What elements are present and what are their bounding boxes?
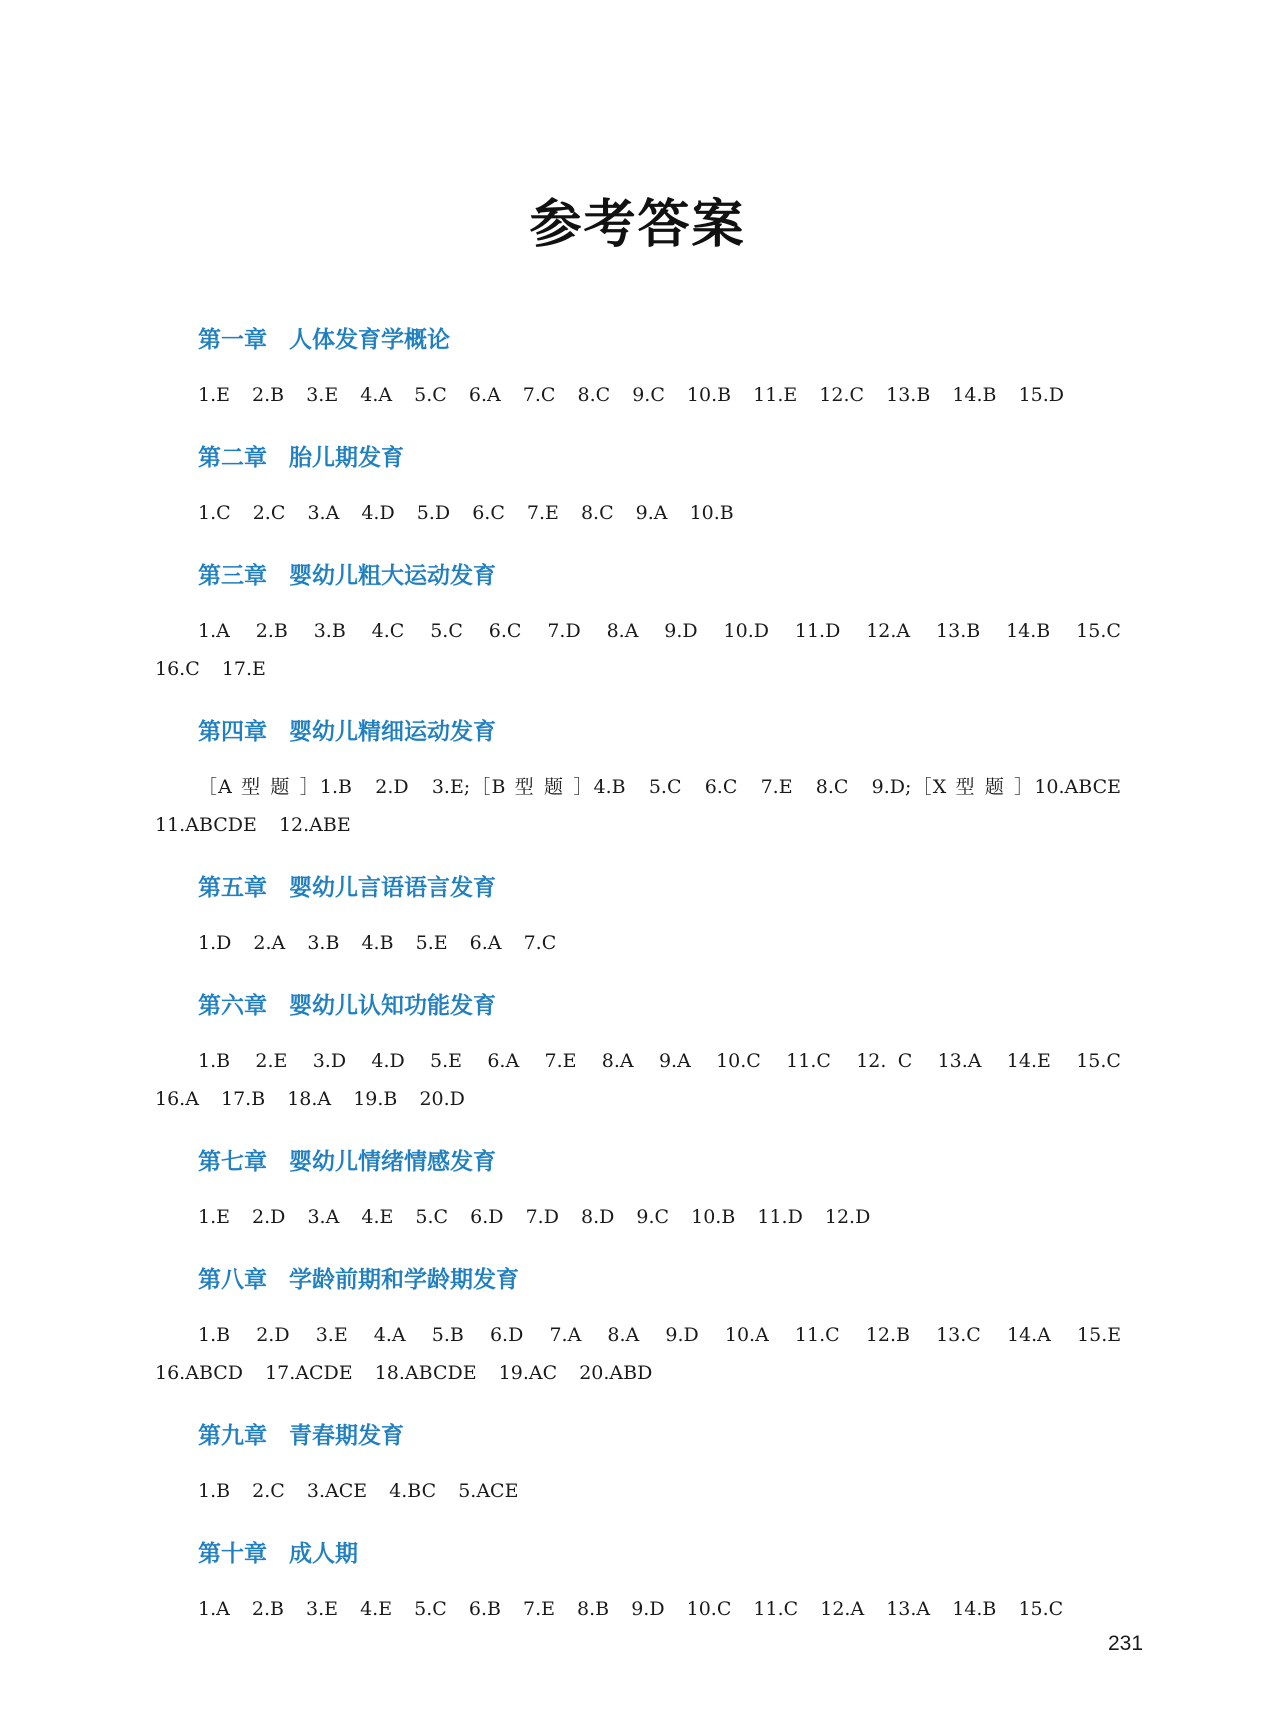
answer-item: 11.D	[757, 1206, 803, 1228]
answer-item: 13.A	[937, 1050, 982, 1072]
answer-item: 4.D	[361, 502, 395, 524]
answer-item: 7.D	[547, 620, 581, 642]
answer-item: 8.B	[577, 1598, 610, 1620]
answer-item: 17.B	[220, 1088, 266, 1110]
answer-item: 12.C	[819, 384, 865, 406]
chapter-section	[155, 710, 1135, 866]
chapter-number: 第六章	[198, 993, 267, 1019]
answer-item: 4.E	[360, 1598, 393, 1620]
answer-item: 7.E	[526, 502, 559, 524]
chapter-title: 婴幼儿情绪情感发育	[289, 1149, 496, 1175]
chapter-number: 第九章	[198, 1423, 267, 1449]
answer-item: 11.ABCDE	[155, 814, 257, 836]
answer-item: 9.D	[664, 620, 698, 642]
answer-item: 12.B	[865, 1324, 910, 1346]
answer-item: 7.C	[522, 384, 556, 406]
answer-item: 3.B	[307, 932, 340, 954]
answer-item: 6.C	[704, 776, 738, 798]
answer-item: 12.A	[866, 620, 911, 642]
answer-item: 7.D	[525, 1206, 559, 1228]
answer-item: 6.A	[487, 1050, 520, 1072]
answer-item: 9.C	[632, 384, 665, 406]
answer-item: 3.B	[313, 620, 346, 642]
chapter-title: 婴幼儿认知功能发育	[289, 993, 496, 1019]
chapter-heading	[155, 710, 1135, 754]
answer-list	[155, 1028, 1135, 1140]
chapter-title: 人体发育学概论	[289, 327, 450, 353]
answer-item: 5.C	[648, 776, 682, 798]
answer-list	[155, 598, 1135, 710]
chapter-heading	[155, 984, 1135, 1028]
answer-item: 7.A	[549, 1324, 582, 1346]
chapter-number: 第二章	[198, 445, 267, 471]
chapter-heading	[155, 318, 1135, 362]
answer-item: 2.E	[255, 1050, 288, 1072]
chapter-heading	[155, 1414, 1135, 1458]
answer-item: 11.E	[753, 384, 798, 406]
answer-item: 13.C	[936, 1324, 981, 1346]
chapter-title: 成人期	[289, 1541, 358, 1567]
answer-item: 7.E	[523, 1598, 555, 1620]
answer-item: 10.C	[716, 1050, 761, 1072]
answer-item: 15.C	[1018, 1598, 1064, 1620]
chapter-title: 胎儿期发育	[289, 445, 404, 471]
answer-item: ［A 型 题 ］1.B	[198, 776, 353, 798]
chapter-section	[155, 554, 1135, 710]
answer-item: 2.B	[251, 1598, 284, 1620]
answer-item: 6.D	[470, 1206, 504, 1228]
answer-item: 8.D	[580, 1206, 615, 1228]
chapter-number: 第十章	[198, 1541, 267, 1567]
answer-item: 3.A	[307, 502, 340, 524]
answer-item: 5.C	[430, 620, 463, 642]
answer-item: 15.C	[1076, 620, 1121, 642]
answer-item: 2.D	[375, 776, 409, 798]
answer-item: 12. C	[856, 1050, 913, 1072]
answer-item: 17.ACDE	[265, 1362, 353, 1384]
answer-item: 6.B	[468, 1598, 501, 1620]
chapter-number: 第五章	[198, 875, 267, 901]
chapter-heading	[155, 1140, 1135, 1184]
answer-item: 8.A	[606, 620, 639, 642]
answer-item: 17.E	[221, 658, 266, 680]
answer-item: 1.A	[198, 1598, 230, 1620]
answer-item: 10.C	[686, 1598, 732, 1620]
answer-item: 7.E	[544, 1050, 577, 1072]
answer-item: 5.C	[415, 1206, 449, 1228]
answer-item: 9.D	[631, 1598, 665, 1620]
chapter-number: 第八章	[198, 1267, 267, 1293]
page-title: 参考答案	[529, 195, 746, 255]
chapter-heading	[155, 1532, 1135, 1576]
chapter-section	[155, 1140, 1135, 1258]
chapter-heading	[155, 866, 1135, 910]
answer-item: 1.E	[198, 384, 230, 406]
answer-item: 10.B	[689, 502, 734, 524]
answer-list	[155, 362, 1135, 436]
answer-item: 8.C	[815, 776, 849, 798]
answer-item: 2.B	[252, 384, 285, 406]
answer-item: 8.A	[601, 1050, 634, 1072]
answer-item: 5.ACE	[458, 1480, 519, 1502]
answer-item: 12.D	[824, 1206, 871, 1228]
chapter-section	[155, 436, 1135, 554]
answer-item: 9.D;［X 型 题 ］10.ABCE	[871, 776, 1121, 798]
chapter-title: 婴幼儿言语语言发育	[289, 875, 496, 901]
answer-item: 7.E	[760, 776, 793, 798]
chapter-title: 婴幼儿精细运动发育	[289, 719, 496, 745]
answer-item: 1.D	[198, 932, 232, 954]
answer-item: 2.A	[253, 932, 286, 954]
answer-item: 4.E	[361, 1206, 394, 1228]
answer-item: 3.A	[307, 1206, 340, 1228]
answer-item: 2.C	[252, 502, 286, 524]
answer-item: 4.B	[361, 932, 394, 954]
answer-item: 18.A	[287, 1088, 332, 1110]
answer-item: 20.D	[419, 1088, 465, 1110]
answer-item: 14.A	[1006, 1324, 1051, 1346]
answer-item: 13.B	[886, 384, 931, 406]
answer-item: 16.C	[155, 658, 200, 680]
answer-item: 1.B	[198, 1050, 231, 1072]
answer-item: 8.C	[577, 384, 611, 406]
answer-item: 14.B	[1006, 620, 1051, 642]
answer-item: 5.E	[415, 932, 448, 954]
chapter-heading	[155, 436, 1135, 480]
chapter-section	[155, 318, 1135, 436]
chapter-section	[155, 1532, 1135, 1650]
answer-list	[155, 910, 1135, 984]
answer-item: 10.B	[691, 1206, 736, 1228]
answer-item: 8.A	[607, 1324, 640, 1346]
answer-item: 6.A	[469, 932, 502, 954]
answer-list	[155, 1458, 1135, 1532]
answer-item: 3.ACE	[306, 1480, 368, 1502]
chapter-number: 第四章	[198, 719, 267, 745]
answer-item: 4.C	[371, 620, 405, 642]
answer-item: 6.C	[472, 502, 505, 524]
answer-item: 9.D	[665, 1324, 699, 1346]
answer-item: 15.D	[1018, 384, 1065, 406]
chapter-title: 学龄前期和学龄期发育	[289, 1267, 519, 1293]
answer-item: 11.C	[794, 1324, 840, 1346]
answer-item: 9.C	[636, 1206, 670, 1228]
chapter-section	[155, 984, 1135, 1140]
answer-item: 6.A	[468, 384, 501, 406]
answer-item: 3.E	[306, 384, 339, 406]
answer-item: 19.AC	[498, 1362, 558, 1384]
answer-list	[155, 1184, 1135, 1258]
answer-item: 15.C	[1076, 1050, 1121, 1072]
answer-list	[155, 1576, 1135, 1650]
answer-item: 12.A	[820, 1598, 865, 1620]
answer-item: 20.ABD	[579, 1362, 653, 1384]
answer-item: 1.A	[198, 620, 230, 642]
chapter-section	[155, 1258, 1135, 1414]
answer-item: 18.ABCDE	[374, 1362, 477, 1384]
answer-item: 1.B	[198, 1480, 231, 1502]
answer-item: 1.C	[198, 502, 231, 524]
answer-item: 19.B	[353, 1088, 398, 1110]
answer-content	[155, 318, 1135, 1650]
answer-item: 2.B	[255, 620, 288, 642]
answer-item: 13.A	[886, 1598, 931, 1620]
answer-item: 11.D	[794, 620, 841, 642]
answer-item: 2.D	[252, 1206, 286, 1228]
answer-item: 3.D	[312, 1050, 347, 1072]
answer-item: 8.C	[580, 502, 614, 524]
answer-item: 15.E	[1077, 1324, 1122, 1346]
answer-item: 10.B	[686, 384, 732, 406]
answer-item: 5.E	[430, 1050, 463, 1072]
answer-item: 3.E	[306, 1598, 339, 1620]
answer-item: 3.E;［B 型 题 ］4.B	[431, 776, 626, 798]
chapter-heading	[155, 1258, 1135, 1302]
answer-item: 5.C	[414, 1598, 447, 1620]
chapter-title: 青春期发育	[289, 1423, 404, 1449]
answer-item: 14.E	[1006, 1050, 1051, 1072]
answer-item: 14.B	[952, 1598, 997, 1620]
answer-item: 9.A	[658, 1050, 691, 1072]
answer-item: 13.B	[936, 620, 981, 642]
answer-item: 3.E	[315, 1324, 348, 1346]
answer-item: 7.C	[523, 932, 557, 954]
answer-item: 4.BC	[389, 1480, 437, 1502]
answer-item: 16.A	[155, 1088, 199, 1110]
answer-item: 6.C	[488, 620, 522, 642]
answer-item: 6.D	[489, 1324, 524, 1346]
answer-item: 4.D	[371, 1050, 405, 1072]
answer-item: 16.ABCD	[155, 1362, 244, 1384]
chapter-section	[155, 1414, 1135, 1532]
answer-item: 9.A	[635, 502, 668, 524]
answer-item: 2.D	[256, 1324, 290, 1346]
answer-item: 1.B	[198, 1324, 231, 1346]
answer-item: 4.A	[373, 1324, 406, 1346]
answer-list	[155, 480, 1135, 554]
answer-item: 5.B	[431, 1324, 464, 1346]
answer-item: 5.D	[416, 502, 451, 524]
answer-item: 4.A	[360, 384, 393, 406]
chapter-number: 第三章	[198, 563, 267, 589]
answer-item: 5.C	[414, 384, 447, 406]
chapter-number: 第一章	[198, 327, 267, 353]
answer-list	[155, 1302, 1135, 1414]
answer-item: 1.E	[198, 1206, 230, 1228]
answer-list	[155, 754, 1135, 866]
answer-item: 10.D	[723, 620, 769, 642]
answer-item: 14.B	[952, 384, 997, 406]
answer-item: 10.A	[724, 1324, 769, 1346]
chapter-title: 婴幼儿粗大运动发育	[289, 563, 496, 589]
answer-item: 11.C	[753, 1598, 799, 1620]
chapter-number: 第七章	[198, 1149, 267, 1175]
page-number: 231	[1108, 1632, 1144, 1655]
answer-item: 2.C	[252, 1480, 285, 1502]
chapter-section	[155, 866, 1135, 984]
answer-item: 12.ABE	[278, 814, 351, 836]
chapter-heading	[155, 554, 1135, 598]
answer-item: 11.C	[786, 1050, 831, 1072]
